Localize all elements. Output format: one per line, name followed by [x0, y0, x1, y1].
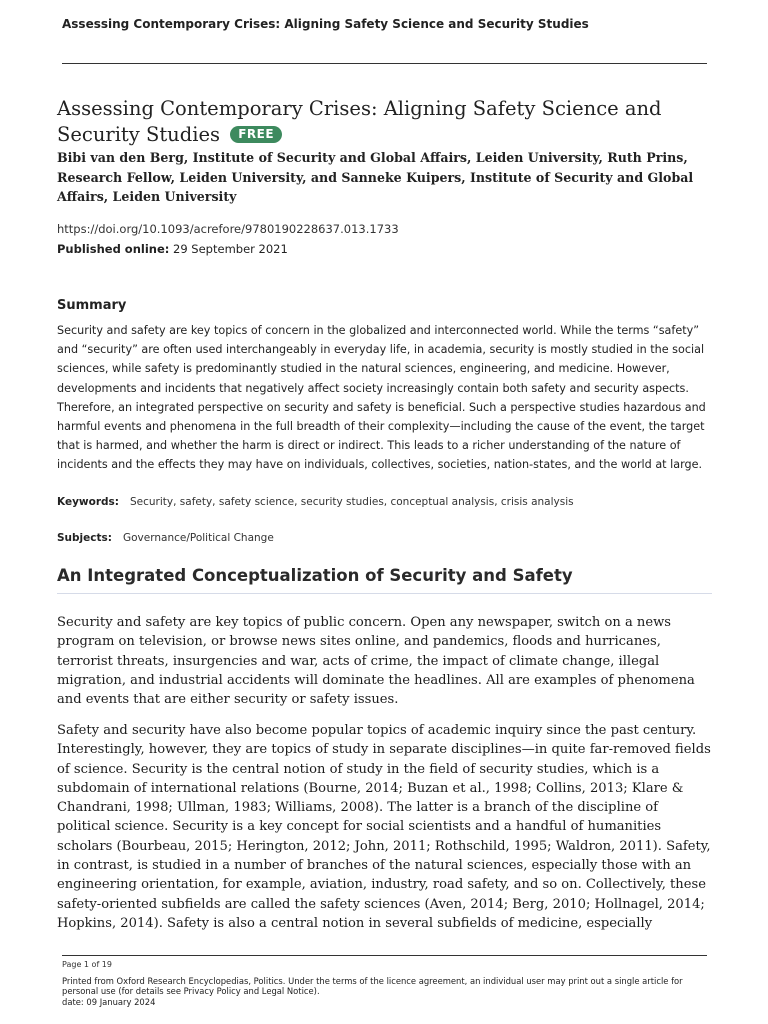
keywords-row — [57, 496, 574, 508]
article-title — [57, 96, 707, 148]
footer-divider — [62, 955, 707, 956]
free-badge: FREE — [230, 126, 282, 143]
subjects-label: Subjects: — [57, 532, 112, 544]
keywords-label: Keywords: — [57, 496, 119, 508]
subjects-value: Governance/Political Change — [123, 532, 274, 544]
footer-notice: Printed from Oxford Research Encyclopedias, Politics. Under the terms of the licence agreement, an individual user may print out a single article for personal use (for details see Privacy Policy and Legal Notice). — [62, 976, 683, 996]
article-title-text: Assessing Contemporary Crises: Aligning Safety Science and Security Studies — [57, 97, 662, 146]
summary-text: Security and safety are key topics of concern in the globalized and interconnected world. While the terms “safety” and “security” are often used interchangeably in everyday life, in academia, security is mostly studied in the social sciences, while safety is predominantly studied in the natural sciences, engineering, and medicine. However, developments and incidents that negatively affect society increasingly contain both safety and security aspects. Therefore, an integrated perspective on security and safety is beneficial. Such a perspective studies hazardous and harmful events and phenomena in the full breadth of their complexity—including the cause of the event, the target that is harmed, and whether the harm is direct or indirect. This leads to a richer understanding of the nature of incidents and the effects they may have on individuals, collectives, societies, nation-states, and the world at large. — [57, 324, 706, 472]
summary-heading: Summary — [57, 298, 127, 313]
article-authors: Bibi van den Berg, Institute of Security and Global Affairs, Leiden University, Ruth Prins, Research Fellow, Leiden University, and Sanneke Kuipers, Institute of Security and Global Affairs, Leiden University — [57, 150, 694, 204]
published-date — [57, 242, 288, 256]
section-heading: An Integrated Conceptualization of Security and Safety — [57, 566, 573, 585]
section-divider — [57, 593, 712, 594]
published-label: Published online: — [57, 242, 170, 256]
doi-link[interactable]: https://doi.org/10.1093/acrefore/9780190228637.013.1733 — [57, 222, 399, 236]
body-paragraph: Security and safety are key topics of public concern. Open any newspaper, switch on a news program on television, or browse news sites online, and pandemics, floods and hurricanes, terrorist threats, insurgencies and war, acts of crime, the impact of climate change, illegal migration, and industrial accidents will dominate the headlines. All are examples of phenomena and events that are either security or safety issues. — [57, 615, 695, 708]
page-number: Page 1 of 19 — [62, 960, 112, 969]
subjects-row — [57, 532, 274, 544]
footer-date: date: 09 January 2024 — [62, 997, 156, 1007]
header-divider — [62, 63, 707, 64]
body-paragraph: Safety and security have also become popular topics of academic inquiry since the past century. Interestingly, however, they are topics of study in separate disciplines—in quite far-removed fields of science. Security is the central notion of study in the field of security studies, which is a subdomain of international relations (Bourne, 2014; Buzan et al., 1998; Collins, 2013; Klare & Chandrani, 1998; Ullman, 1983; Williams, 2008). The latter is a branch of the discipline of political science. Security is a key concept for social scientists and a handful of humanities scholars (Bourbeau, 2015; Herington, 2012; John, 2011; Rothschild, 1995; Waldron, 2011). Safety, in contrast, is studied in a number of branches of the natural sciences, especially those with an engineering orientation, for example, aviation, industry, road safety, and so on. Collectively, these safety-oriented subfields are called the safety sciences (Aven, 2014; Berg, 2010; Hollnagel, 2014; Hopkins, 2014). Safety is also a central notion in several subfields of medicine, especially — [57, 723, 711, 931]
keywords-value: Security, safety, safety science, security studies, conceptual analysis, crisis analysis — [130, 496, 574, 508]
published-date-value: 29 September 2021 — [173, 242, 288, 256]
running-head: Assessing Contemporary Crises: Aligning Safety Science and Security Studies — [62, 17, 589, 31]
